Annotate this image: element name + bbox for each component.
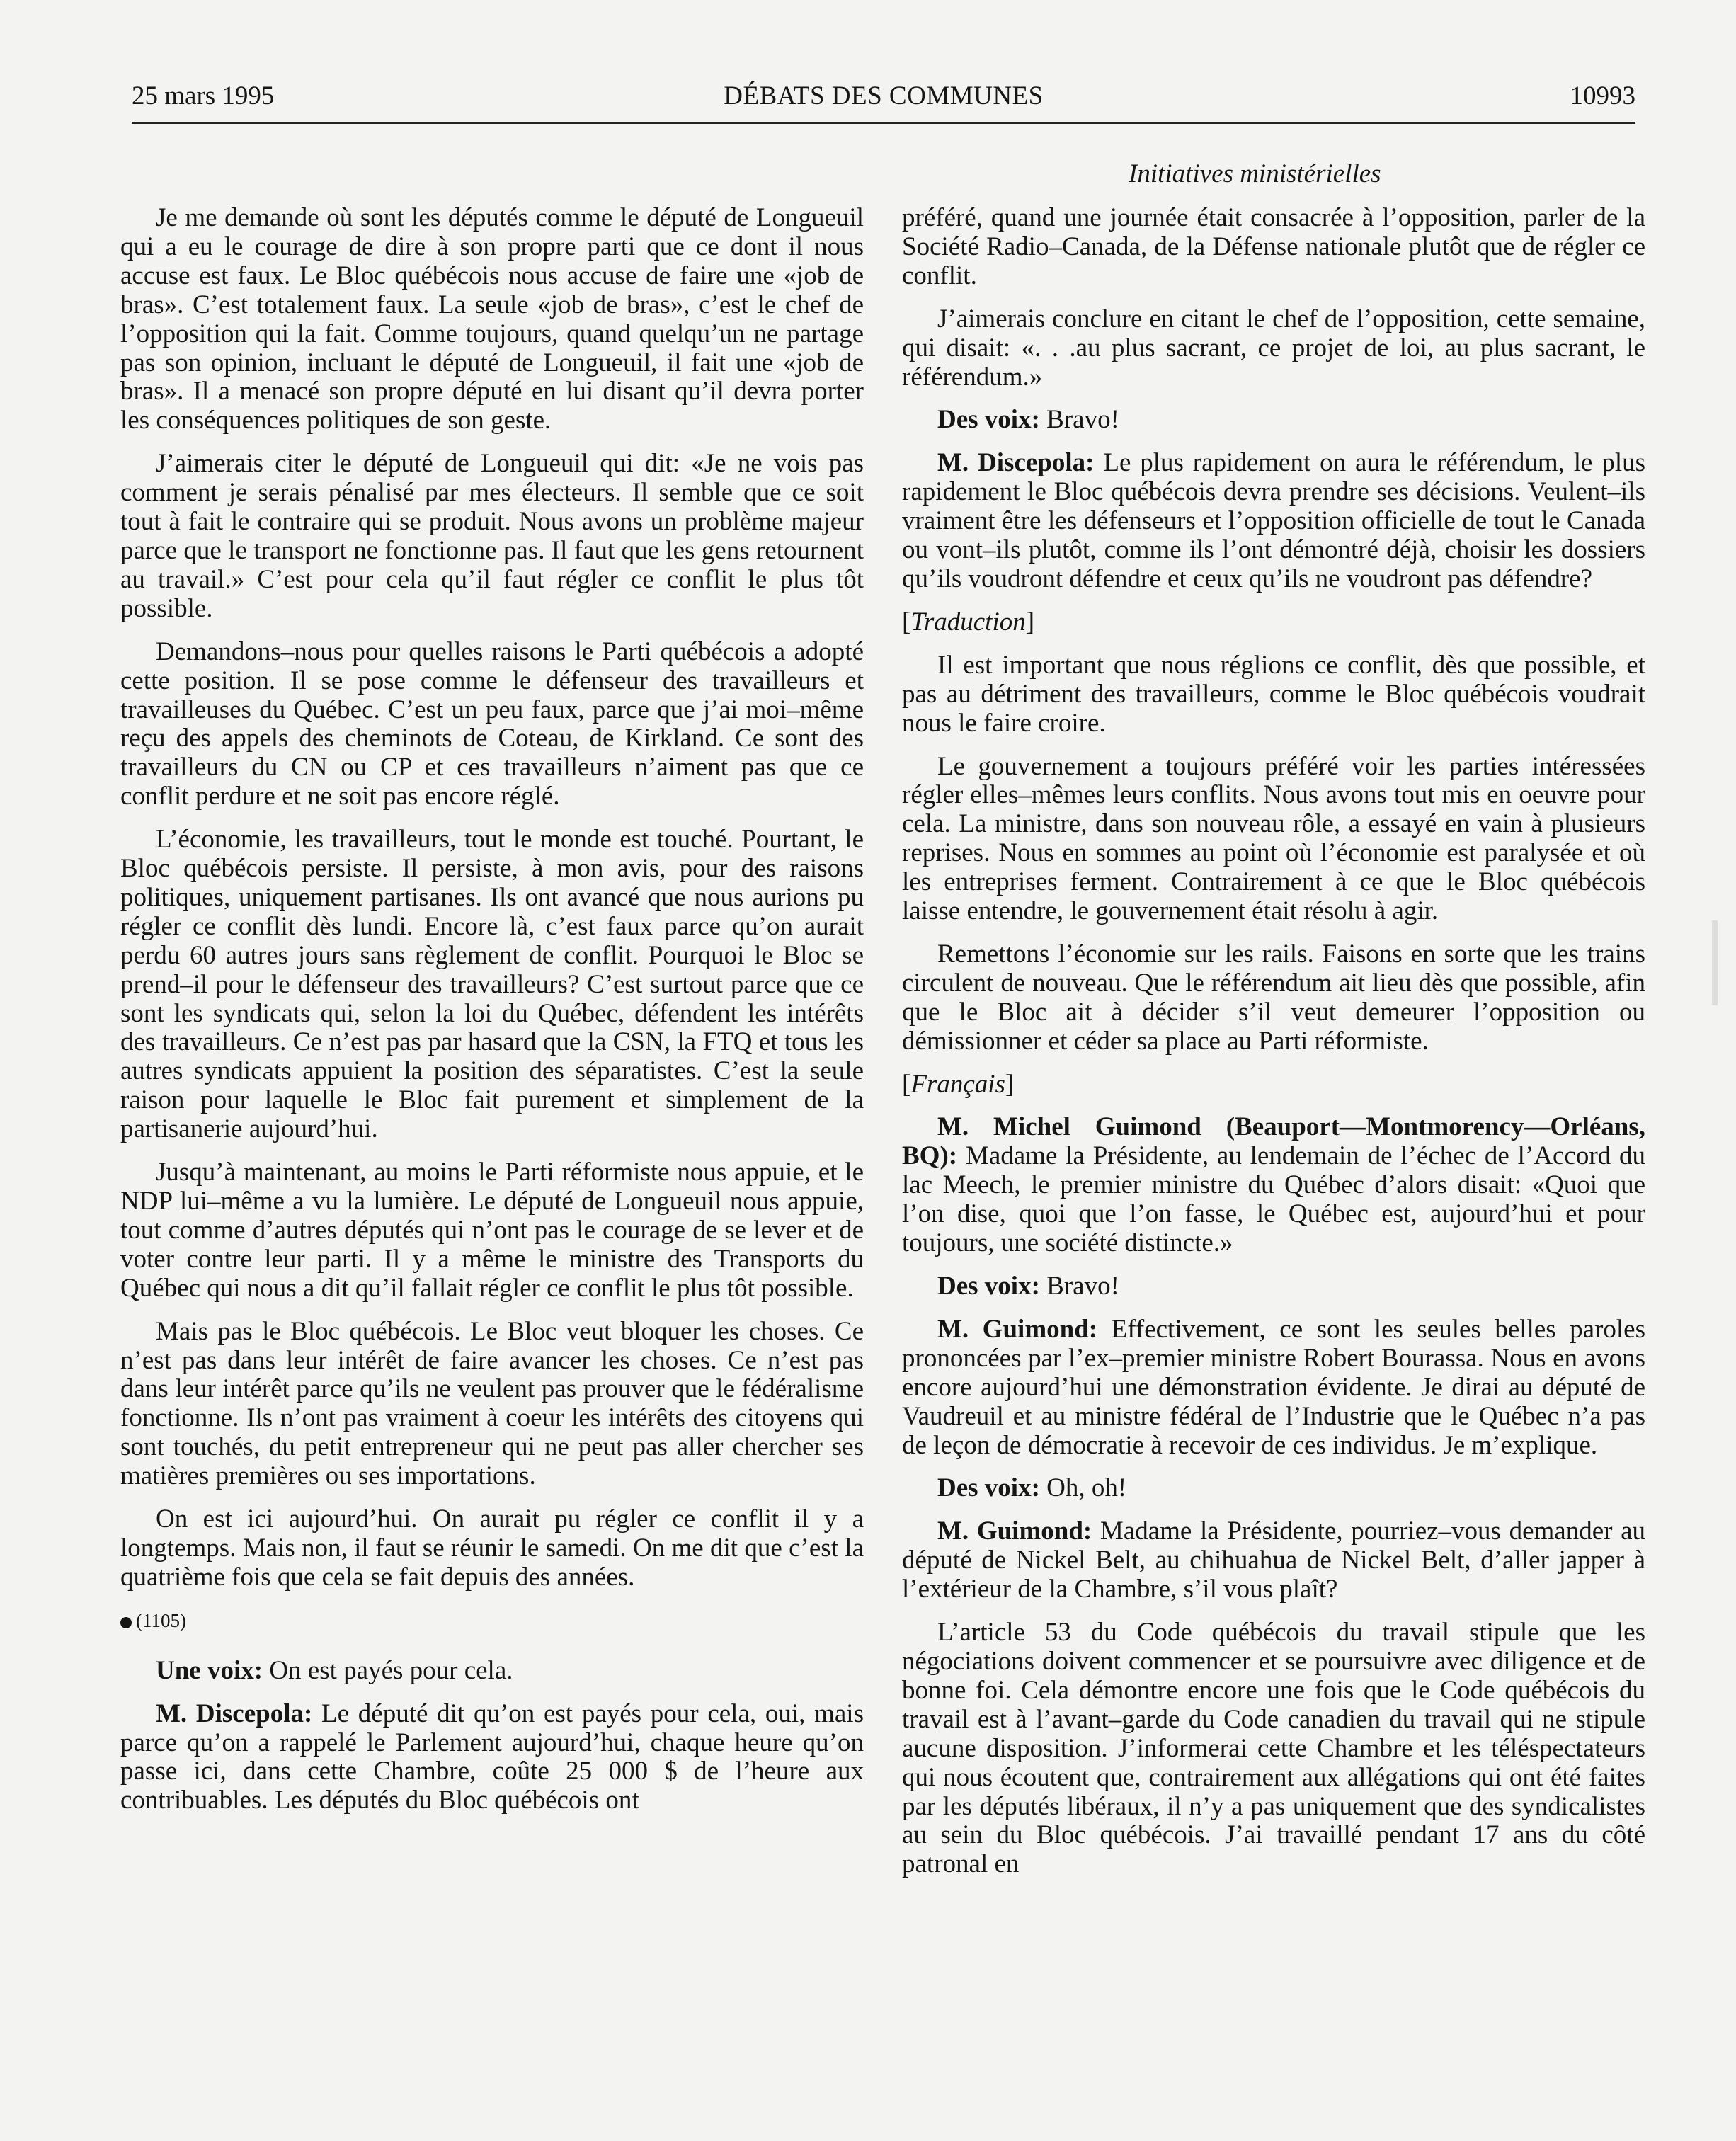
paragraph: Demandons–nous pour quelles raisons le Parti québécois a adopté cette position. Il se pose comme le défenseur des travailleurs et travailleuses du Québec. C’est un peu faux, parce que j’ai moi–même reçu des appels des cheminots de Coteau, de Kirkland. Ce sont des travailleurs du CN ou CP et ces travailleurs n’aiment pas que ce conflit perdure et ne soit pas encore réglé. [120, 636, 864, 811]
paragraph: Jusqu’à maintenant, au moins le Parti réformiste nous appuie, et le NDP lui–même a vu la lumière. Le député de Longueuil nous appuie, tout comme d’autres députés qui n’ont pas le courage de se lever et de voter contre leur parti. Il y a même le ministre des Transports du Québec qui nous a dit qu’il fallait régler ce conflit le plus tôt possible. [120, 1158, 864, 1303]
speaker-name: M. Guimond: [937, 1517, 1092, 1546]
paragraph: Il est important que nous réglions ce conflit, dès que possible, et pas au détriment des travailleurs, comme le Bloc québécois voudrait nous le faire croire. [902, 650, 1645, 738]
paragraph: On est ici aujourd’hui. On aurait pu régler ce conflit il y a longtemps. Mais non, il faut se réunir le samedi. On me dit que c’est la quatrième fois que cela se fait depuis des années. [120, 1505, 864, 1592]
speaker-name: M. Guimond: [937, 1314, 1098, 1344]
language-marker: [Traduction] [902, 607, 1035, 636]
speech-paragraph [902, 1315, 1645, 1461]
speech-paragraph [902, 1474, 1645, 1503]
speech-text: Madame la Présidente, pourriez–vous demander au député de Nickel Belt, au chihuahua de Nickel Belt, d’aller japper à l’extérieur de la Chambre, s’il vous plaît? [902, 1517, 1646, 1604]
language-marker-text: Traduction [910, 607, 1026, 636]
language-marker-text: Français [910, 1069, 1005, 1099]
speech-text: Bravo! [1039, 1272, 1119, 1301]
speech-paragraph [120, 1657, 864, 1686]
header-page-number: 10993 [1570, 81, 1635, 110]
speech-text: Effectivement, ce sont les seules belles paroles prononcées par l’ex–premier ministre Robert Bourassa. Nous en avons encore aujourd’hui une démonstration évidente. Je dirai au député de Vaudreuil et au ministre fédéral de l’Industrie que le Québec n’a pas de leçon de démocratie à recevoir de ces individus. Je m’explique. [902, 1314, 1645, 1460]
paragraph: Le gouvernement a toujours préféré voir les parties intéressées régler elles–mêmes leurs conflits. Nous avons tout mis en oeuvre pour cela. La ministre, dans son nouveau rôle, a essayé en vain à plusieurs reprises. Nous en sommes au point où l’économie est paralysée et où les entreprises ferment. Contrairement à ce que le Bloc québécois laisse entendre, le gouvernement était résolu à agir. [902, 751, 1645, 926]
paragraph: L’économie, les travailleurs, tout le monde est touché. Pourtant, le Bloc québécois persiste. Il persiste, à mon avis, pour des raisons politiques, uniquement partisanes. Ils ont avancé que nous aurions pu régler ce conflit dès lundi. Encore là, c’est faux parce qu’on aurait perdu 60 autres jours sans règlement de conflit. Pourquoi le Bloc se prend–il pour le défenseur des travailleurs? C’est surtout parce que ce sont les syndicats qui, selon la loi du Québec, défendent les intérêts des travailleurs. Ce n’est pas par hasard que la CSN, la FTQ et tous les autres syndicats appuient la position des séparatistes. C’est la seule raison pour laquelle le Bloc fait purement et simplement de la partisanerie aujourd’hui. [120, 825, 864, 1144]
speaker-name: Une voix: [156, 1655, 263, 1685]
scan-edge-mark [1712, 920, 1718, 1005]
speech-paragraph [902, 1272, 1645, 1301]
paragraph: Je me demande où sont les députés comme le député de Longueuil qui a eu le courage de dire à son propre parti que ce dont il nous accuse est faux. Le Bloc québécois nous accuse de faire une «job de bras». C’est totalement faux. La seule «job de bras», c’est le chef de l’opposition qui la fait. Comme toujours, quand quelqu’un ne partage pas son opinion, incluant le député de Longueuil, il fait une «job de bras». Il a menacé son propre député en lui disant qu’il devra porter les conséquences politiques de son geste. [120, 203, 864, 435]
speech-text: Le député dit qu’on est payés pour cela, oui, mais parce qu’on a rappelé le Parlement aujourd’hui, chaque heure qu’on passe ici, dans cette Chambre, coûte 25 000 $ de l’heure aux contribuables. Les députés du Bloc québécois ont [120, 1698, 864, 1815]
speech-text: Le plus rapidement on aura le référendum, le plus rapidement le Bloc québécois devra prendre ses décisions. Veulent–ils vraiment être les défenseurs et l’opposition officielle de tout le Canada ou vont–ils plutôt, comme ils l’ont démontré déjà, choisir les dossiers qu’ils voudront défendre et ceux qu’ils ne voudront pas défendre? [902, 448, 1645, 593]
bullet-icon [120, 1617, 132, 1628]
time-stamp [120, 1606, 864, 1635]
speech-text: Oh, oh! [1039, 1473, 1127, 1503]
paragraph: Mais pas le Bloc québécois. Le Bloc veut bloquer les choses. Ce n’est pas dans leur intérêt de faire avancer les choses. Ce n’est pas dans leur intérêt parce qu’ils ne veulent pas prouver que le fédéralisme fonctionne. Ils n’ont pas vraiment à coeur les intérêts des citoyens qui sont touchés, du petit entrepreneur qui ne peut pas aller chercher ses matières premières ou ses importations. [120, 1316, 864, 1491]
speaker-name: Des voix: [937, 1272, 1040, 1301]
left-column [120, 204, 864, 1829]
paragraph: Remettons l’économie sur les rails. Faisons en sorte que les trains circulent de nouveau. Que le référendum ait lieu dès que possible, afin que le Bloc ait à décider s’il veut demeurer l’opposition ou démissionner et céder sa place au Parti réformiste. [902, 939, 1645, 1056]
paragraph: L’article 53 du Code québécois du travail stipule que les négociations doivent commencer et se poursuivre avec diligence et de bonne foi. Cela démontre encore une fois que le Code québécois du travail est à l’avant–garde du Code canadien du travail qui ne stipule aucune disposition. J’informerai cette Chambre et les téléspectateurs qui nous écoutent que, contrairement aux allégations qui ont été faites par les députés libéraux, il n’y a pas uniquement que des syndicalistes au sein du Bloc québécois. J’ai travaillé pendant 17 ans du côté patronal en [902, 1618, 1645, 1879]
speech-paragraph [120, 1700, 864, 1816]
speech-text: Bravo! [1039, 405, 1119, 435]
header-title: DÉBATS DES COMMUNES [724, 81, 1044, 110]
speech-text: On est payés pour cela. [263, 1655, 513, 1685]
speech-text: Madame la Présidente, au lendemain de l’échec de l’Accord du lac Meech, le premier ministre du Québec d’alors disait: «Quoi que l’on dise, quoi que l’on fasse, le Québec est, aujourd’hui et pour toujours, une société distincte.» [902, 1141, 1645, 1258]
speaker-name: M. Discepola: [156, 1698, 313, 1728]
speech-paragraph [902, 449, 1645, 594]
speech-paragraph [902, 1113, 1645, 1258]
speech-paragraph [902, 1517, 1645, 1604]
time-stamp-text: (1105) [136, 1609, 186, 1631]
section-label: Initiatives ministérielles [1129, 159, 1381, 188]
language-marker: [Français] [902, 1069, 1015, 1099]
right-column [902, 204, 1645, 1893]
speaker-name: M. Discepola: [937, 448, 1095, 478]
speaker-name: M. Michel Guimond (Beauport—Montmorency—Orléans, BQ): [902, 1112, 1645, 1171]
paragraph: J’aimerais citer le député de Longueuil qui dit: «Je ne vois pas comment je serais pénalisé par mes électeurs. Il semble que ce soit tout à fait le contraire qui se produit. Nous avons un problème majeur parce que le transport ne fonctionne pas. Il faut que les gens retournent au travail.» C’est pour cela qu’il faut régler ce conflit le plus tôt possible. [120, 449, 864, 623]
page-header [132, 81, 1635, 124]
speech-paragraph [902, 406, 1645, 435]
header-date: 25 mars 1995 [132, 81, 275, 110]
speaker-name: Des voix: [937, 405, 1040, 435]
continued-paragraph: préféré, quand une journée était consacrée à l’opposition, parler de la Société Radio–Canada, de la Défense nationale plutôt que de régler ce conflit. [902, 203, 1645, 290]
paragraph: J’aimerais conclure en citant le chef de l’opposition, cette semaine, qui disait: «. . .au plus sacrant, ce projet de loi, au plus sacrant, le référendum.» [902, 304, 1645, 392]
speaker-name: Des voix: [937, 1473, 1040, 1503]
